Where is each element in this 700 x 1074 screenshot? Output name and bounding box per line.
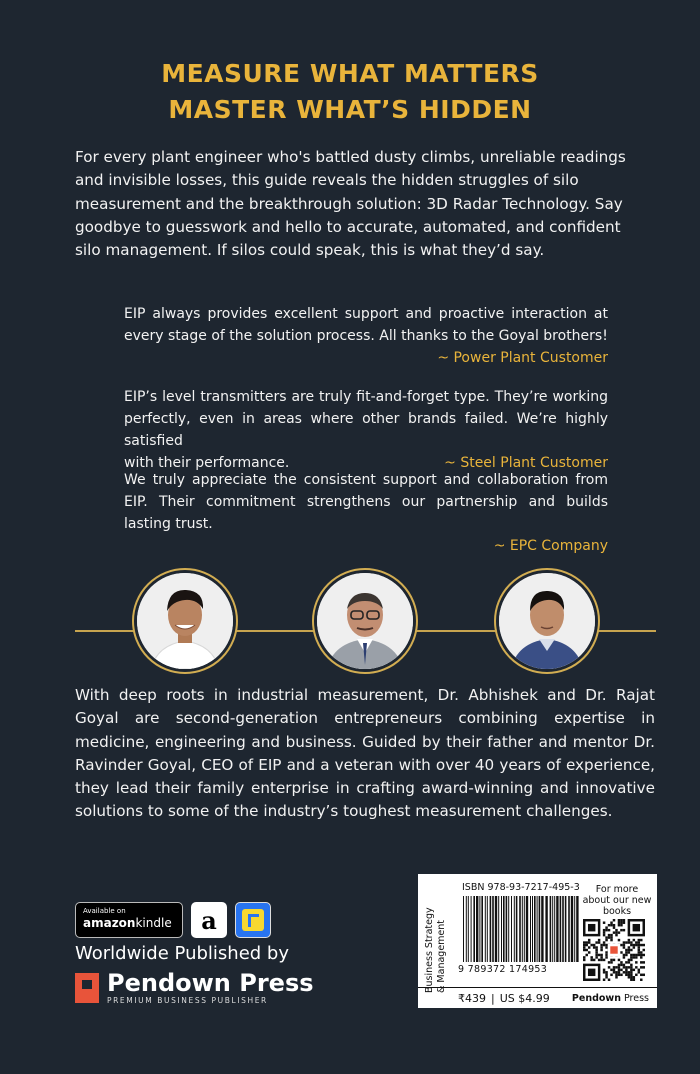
publisher-name: Pendown Press — [107, 969, 314, 997]
publisher-tagline: PREMIUM BUSINESS PUBLISHER — [107, 996, 268, 1005]
isbn-digits: 9 789372 174953 — [458, 964, 548, 975]
price-inr: ₹439 — [458, 992, 486, 1005]
portrait-photo — [312, 568, 418, 674]
person-portrait-icon — [499, 573, 595, 669]
person-portrait-icon — [137, 573, 233, 669]
testimonial-power-plant — [124, 303, 608, 369]
testimonial-attribution: ~ EPC Company — [493, 538, 608, 554]
more-books-text: For more about our new books — [582, 884, 652, 917]
isbn-label: ISBN 978-93-7217-495-3 — [462, 882, 580, 893]
intro-paragraph: For every plant engineer who's battled dusty climbs, unreliable readings and invisible losses, this guide reveals the hidden struggles of silo measurement and the breakthrough solution: 3D Radar Technology. Say goodbye to guesswork and hello to accurate, automated, and confident silo management. If silos could speak, this is what they’d say. — [75, 148, 626, 260]
testimonial-text: EIP’s level transmitters are truly fit-and-forget type. They’re working perfectly, even in areas where other brands failed. We’re highly satisfied — [124, 389, 608, 449]
published-by-label: Worldwide Published by — [75, 943, 289, 964]
author-bio: With deep roots in industrial measurement, Dr. Abhishek and Dr. Rajat Goyal are second-generation entrepreneurs combining expertise in medicine, engineering and business. Guided by their father and mentor Dr. Ravinder Goyal, CEO of EIP and a veteran with over 40 years of experience, they lead their family enterprise in crafting award-winning and innovative solutions to some of the industry’s toughest measurement challenges. — [75, 686, 655, 821]
price-us: US $4.99 — [499, 992, 550, 1005]
kindle-badge-amazon: amazon — [83, 916, 136, 930]
testimonial-text: EIP always provides excellent support and proactive interaction at every stage of the solution process. All thanks to the Goyal brothers! — [124, 306, 608, 344]
amazon-kindle-badge[interactable] — [75, 902, 183, 938]
publisher-logo — [75, 970, 314, 1005]
amazon-glyph: a — [201, 905, 217, 935]
headline-line-1: MEASURE WHAT MATTERS — [161, 59, 539, 88]
kindle-badge-kindle: kindle — [135, 916, 172, 930]
kindle-badge-small-text: Available on — [83, 907, 126, 915]
store-badges — [75, 902, 271, 938]
testimonial-attribution: ~ Power Plant Customer — [437, 350, 608, 366]
qr-code-icon[interactable] — [583, 919, 645, 981]
barcode-icon — [462, 896, 580, 962]
person-portrait-icon — [317, 573, 413, 669]
category-text: Business Strategy & Management — [424, 907, 447, 993]
testimonial-steel-plant — [124, 386, 608, 474]
category-label — [420, 881, 452, 993]
flipkart-icon[interactable] — [235, 902, 271, 938]
amazon-icon[interactable] — [191, 902, 227, 938]
headline-line-2: MASTER WHAT’S HIDDEN — [168, 95, 532, 124]
testimonial-text: We truly appreciate the consistent support and collaboration from EIP. Their commitment strengthens our partnership and builds lasting trust. — [124, 472, 608, 532]
testimonial-attribution: ~ Steel Plant Customer — [444, 455, 608, 471]
price-separator: | — [491, 992, 495, 1005]
testimonial-epc-company — [124, 469, 608, 557]
portrait-photo — [494, 568, 600, 674]
price-row — [418, 987, 657, 1009]
portrait-photo — [132, 568, 238, 674]
price-row-publisher-light: Press — [620, 993, 649, 1004]
isbn-barcode-block — [418, 874, 657, 1008]
testimonial-text-last-line: with their performance. — [124, 455, 290, 471]
pendown-logo-icon — [75, 973, 99, 1003]
headline — [0, 56, 700, 128]
price-row-publisher-bold: Pendown — [571, 993, 621, 1004]
